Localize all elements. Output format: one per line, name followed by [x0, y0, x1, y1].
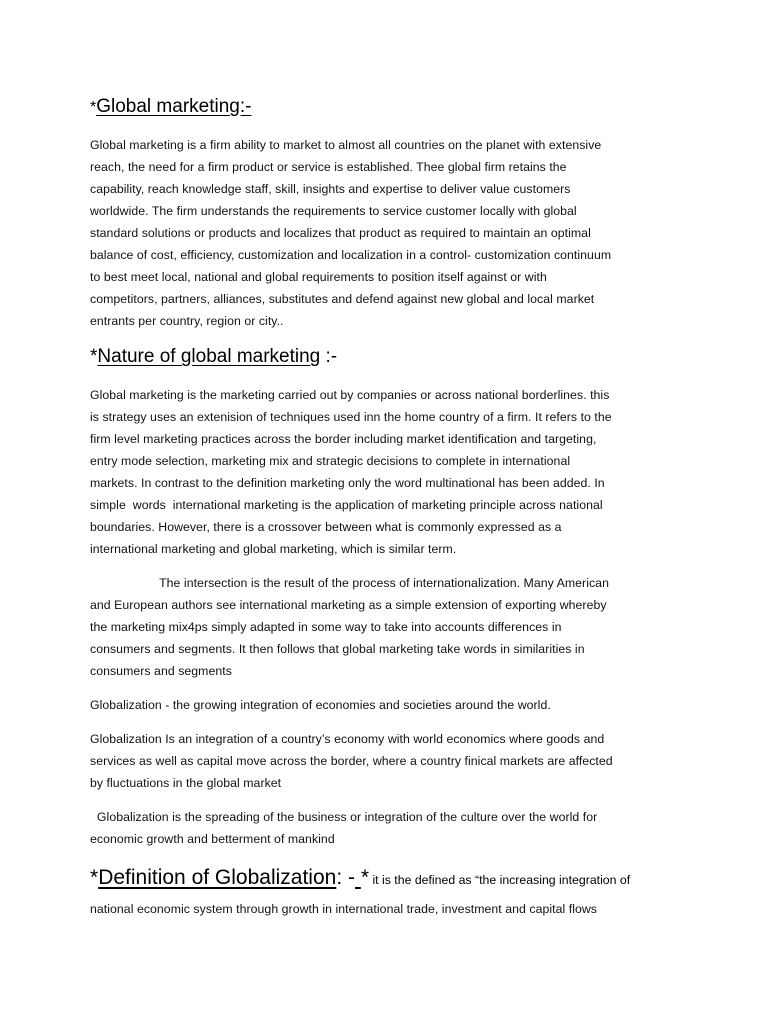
heading-global-marketing — [90, 96, 251, 118]
heading-title: Global marketing:- — [96, 96, 252, 117]
paragraph-global-marketing: Global marketing is a firm ability to market to almost all countries on the planet with extensive reach, the need for a firm product or service is established. Thee global firm retains the capability, reach knowledge staff, skill, insights and expertise to deliver value customers worldwide. The firm understands the requirements to service customer locally with global standard solutions or products and localizes that product as required to maintain an optimal balance of cost, efficiency, customization and localization in a control- customization continuum to best meet local, national and global requirements to position itself against or with competitors, partners, alliances, substitutes and defend against new global and local market entrants per country, region or city.. — [90, 138, 612, 328]
heading-definition-of-globalization — [90, 866, 630, 890]
paragraph-globalization-integration: Globalization Is an integration of a country’s economy with world economics where goods and services as well as capital move across the border, where a country finical markets are affected by fluctuations in the global market — [90, 732, 613, 790]
paragraph-intersection: The intersection is the result of the process of internationalization. Many American and European authors see international marketing as a simple extension of exporting whereby the marketing mix4ps simply adapted in some way to take into accounts differences in consumers and segments. It then follows that global marketing take words in similarities in consumers and segments — [90, 576, 609, 678]
heading-nature-of-global-marketing — [90, 346, 337, 368]
heading-title: Definition of Globalization — [98, 866, 337, 889]
heading-title: Nature of global marketing — [97, 346, 321, 367]
paragraph-globalization-short: Globalization - the growing integration of economies and societies around the world. — [90, 698, 551, 712]
heading-suffix: :- — [320, 346, 338, 367]
paragraph-definition-continuation: national economic system through growth in international trade, investment and capital flows — [90, 902, 597, 916]
heading-star-2: * — [360, 866, 370, 889]
paragraph-globalization-spreading: Globalization is the spreading of the business or integration of the culture over the world for economic growth and betterment of mankind — [90, 810, 598, 846]
heading-star: * — [90, 99, 97, 116]
paragraph-nature-definition: Global marketing is the marketing carried out by companies or across national borderlines. this is strategy uses an extenision of techniques used inn the home country of a firm. It refers to the firm level marketing practices across the border including market identification and targeting, entry mode selection, marketing mix and strategic decisions to complete in international markets. In contrast to the definition marketing only the word multinational has been added. In simple words international marketing is the application of marketing principle across national boundaries. However, there is a crossover between what is commonly expressed as a international marketing and global marketing, which is similar term. — [90, 388, 612, 556]
heading-star: * — [90, 346, 98, 367]
heading-star: * — [90, 866, 99, 889]
heading-colon: : - — [336, 866, 355, 889]
definition-inline-text: it is the defined as “the increasing integration of — [369, 873, 631, 887]
